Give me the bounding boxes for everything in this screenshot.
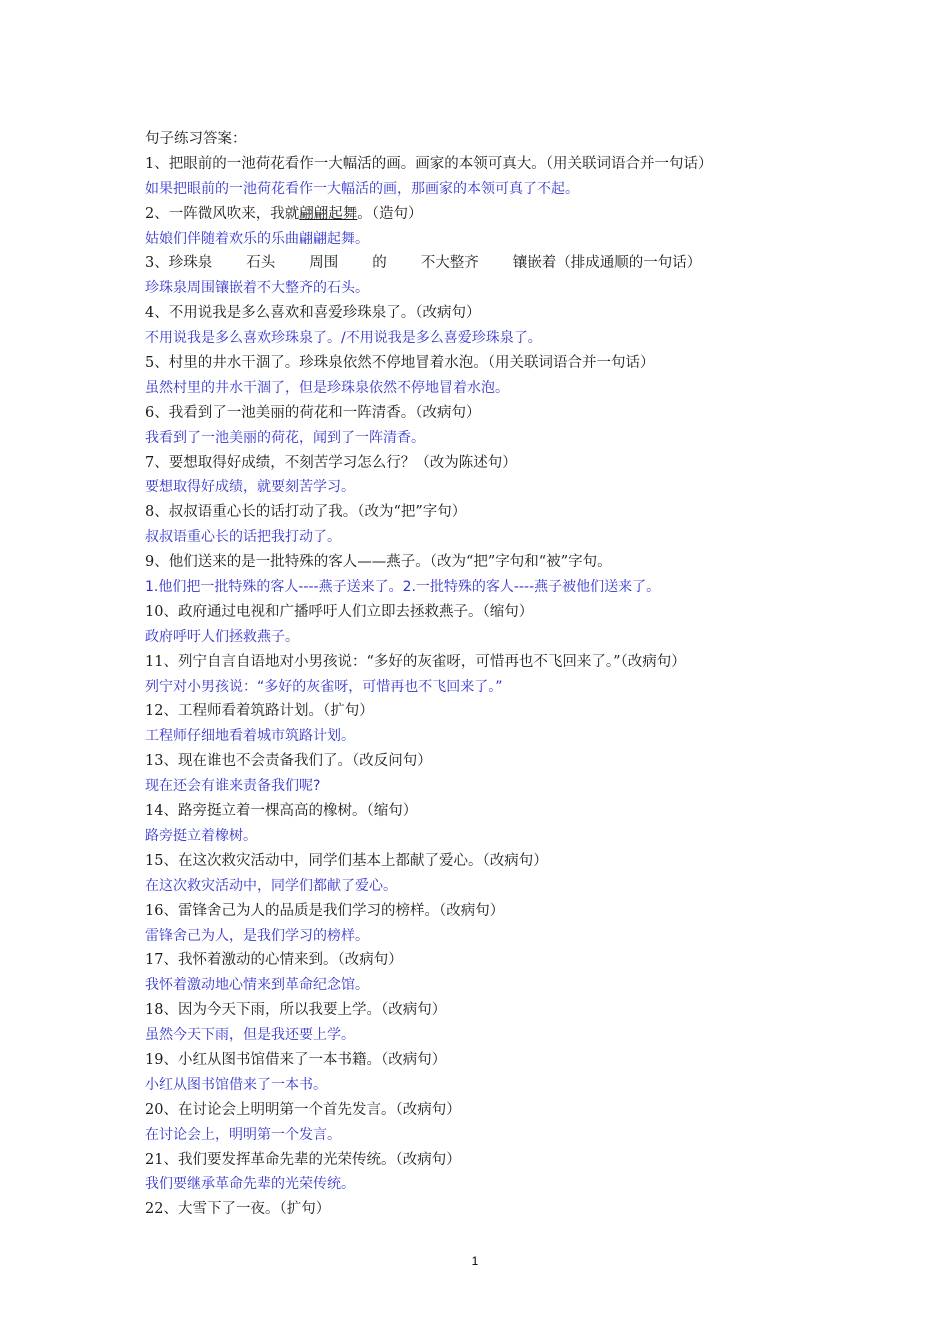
question-16: 16、雷锋舍己为人的品质是我们学习的榜样。（改病句）: [145, 902, 505, 919]
answer-6: 我看到了一池美丽的荷花，闻到了一阵清香。: [145, 429, 425, 446]
question-15: 15、在这次救灾活动中，同学们基本上都献了爱心。（改病句）: [145, 852, 548, 869]
question-2-suffix: 。（造句）: [357, 205, 423, 222]
question-2-underlined-word: 翩翩起舞: [299, 205, 358, 222]
answer-17: 我怀着激动地心情来到革命纪念馆。: [145, 977, 369, 994]
answer-10: 政府呼吁人们拯救燕子。: [145, 628, 299, 645]
answer-18: 虽然今天下雨，但是我还要上学。: [145, 1027, 355, 1044]
question-9: 9、他们送来的是一批特殊的客人——燕子。（改为“把”字句和“被”字句。: [145, 554, 612, 571]
answer-2: 姑娘们伴随着欢乐的乐曲翩翩起舞。: [145, 230, 369, 247]
question-4: 4、不用说我是多么喜欢和喜爱珍珠泉了。（改病句）: [145, 305, 481, 322]
answer-8: 叔叔语重心长的话把我打动了。: [145, 529, 341, 546]
answer-7: 要想取得好成绩，就要刻苦学习。: [145, 479, 355, 496]
answer-5: 虽然村里的井水干涸了，但是珍珠泉依然不停地冒着水泡。: [145, 379, 509, 396]
answer-21: 我们要继承革命先辈的光荣传统。: [145, 1176, 355, 1193]
question-19: 19、小红从图书馆借来了一本书籍。（改病句）: [145, 1051, 447, 1068]
page-number: 1: [471, 1254, 479, 1268]
question-17: 17、我怀着激动的心情来到。（改病句）: [145, 952, 403, 969]
answer-13: 现在还会有谁来责备我们呢?: [145, 778, 321, 795]
question-22: 22、大雪下了一夜。（扩句）: [145, 1201, 331, 1218]
question-3-word: 不大整齐: [420, 255, 479, 272]
answer-sheet: [145, 127, 845, 1222]
question-3: [145, 251, 845, 276]
answer-3: 珍珠泉周围镶嵌着不大整齐的石头。: [145, 280, 369, 297]
question-3-word: 的: [372, 255, 387, 272]
answer-9: 1.他们把一批特殊的客人----燕子送来了。2.一批特殊的客人----燕子被他们送来了。: [145, 579, 661, 596]
question-14: 14、路旁挺立着一棵高高的橡树。（缩句）: [145, 803, 418, 820]
answer-16: 雷锋舍己为人，是我们学习的榜样。: [145, 927, 369, 944]
question-12: 12、工程师看着筑路计划。（扩句）: [145, 703, 374, 720]
answer-19: 小红从图书馆借来了一本书。: [145, 1076, 327, 1093]
answer-20: 在讨论会上，明明第一个发言。: [145, 1126, 341, 1143]
question-21: 21、我们要发挥革命先辈的光荣传统。（改病句）: [145, 1151, 461, 1168]
question-3-word: 周围: [309, 255, 339, 272]
answer-15: 在这次救灾活动中，同学们都献了爱心。: [145, 877, 397, 894]
question-3-word: 镶嵌着（排成通顺的一句话）: [512, 255, 702, 272]
question-2: [145, 202, 845, 227]
question-7: 7、要想取得好成绩，不刻苦学习怎么行？（改为陈述句）: [145, 454, 517, 471]
answer-14: 路旁挺立着橡树。: [145, 827, 257, 844]
question-10: 10、政府通过电视和广播呼吁人们立即去拯救燕子。（缩句）: [145, 603, 534, 620]
question-1: 1、把眼前的一池荷花看作一大幅活的画。画家的本领可真大。（用关联词语合并一句话）: [145, 155, 713, 172]
question-3-word: 3、珍珠泉: [145, 255, 213, 272]
question-6: 6、我看到了一池美丽的荷花和一阵清香。（改病句）: [145, 404, 481, 421]
question-13: 13、现在谁也不会责备我们了。（改反问句）: [145, 753, 432, 770]
question-3-word: 石头: [246, 255, 276, 272]
question-2-prefix: 2、一阵微风吹来，我就: [145, 205, 300, 222]
sheet-heading: 句子练习答案：: [145, 131, 247, 147]
question-18: 18、因为今天下雨，所以我要上学。（改病句）: [145, 1002, 447, 1019]
answer-11: 列宁对小男孩说：“多好的灰雀呀，可惜再也不飞回来了。”: [145, 678, 503, 695]
question-11: 11、列宁自言自语地对小男孩说：“多好的灰雀呀，可惜再也不飞回来了。”（改病句）: [145, 653, 686, 670]
question-20: 20、在讨论会上明明第一个首先发言。（改病句）: [145, 1101, 461, 1118]
answer-12: 工程师仔细地看着城市筑路计划。: [145, 728, 355, 745]
answer-1: 如果把眼前的一池荷花看作一大幅活的画，那画家的本领可真了不起。: [145, 180, 579, 197]
answer-4: 不用说我是多么喜欢珍珠泉了。/不用说我是多么喜爱珍珠泉了。: [145, 330, 542, 347]
question-8: 8、叔叔语重心长的话打动了我。（改为“把”字句）: [145, 504, 467, 521]
question-5: 5、村里的井水干涸了。珍珠泉依然不停地冒着水泡。（用关联词语合并一句话）: [145, 355, 655, 372]
